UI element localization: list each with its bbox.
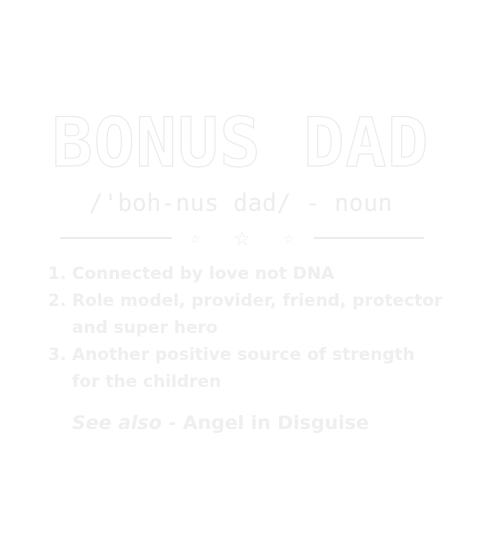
see-also-text: - Angel in Disguise <box>161 412 369 434</box>
star-icon: ☆ <box>190 232 201 246</box>
definition-item <box>48 288 448 342</box>
decorative-divider <box>60 228 424 248</box>
divider-line-right <box>314 237 424 239</box>
star-icon: ☆ <box>233 228 251 250</box>
definition-text: Another positive source of strength for the children <box>72 345 415 392</box>
definition-number: 3. <box>48 345 67 365</box>
title: BONUS DAD <box>51 104 430 183</box>
see-also-label: See also <box>72 412 162 434</box>
definition-text: Role model, provider, friend, protector and super hero <box>72 291 443 338</box>
star-icon: ☆ <box>283 232 294 246</box>
divider-line-left <box>60 237 172 239</box>
definition-number: 2. <box>48 291 67 311</box>
definition-number: 1. <box>48 264 67 284</box>
definition-text: Connected by love not DNA <box>72 264 335 284</box>
definition-item <box>48 342 448 396</box>
pronunciation: /'boh-nus dad/ - noun <box>88 189 393 217</box>
see-also <box>72 410 369 436</box>
definition-item <box>48 261 448 288</box>
star-group <box>190 228 294 250</box>
definition-list <box>48 261 448 396</box>
